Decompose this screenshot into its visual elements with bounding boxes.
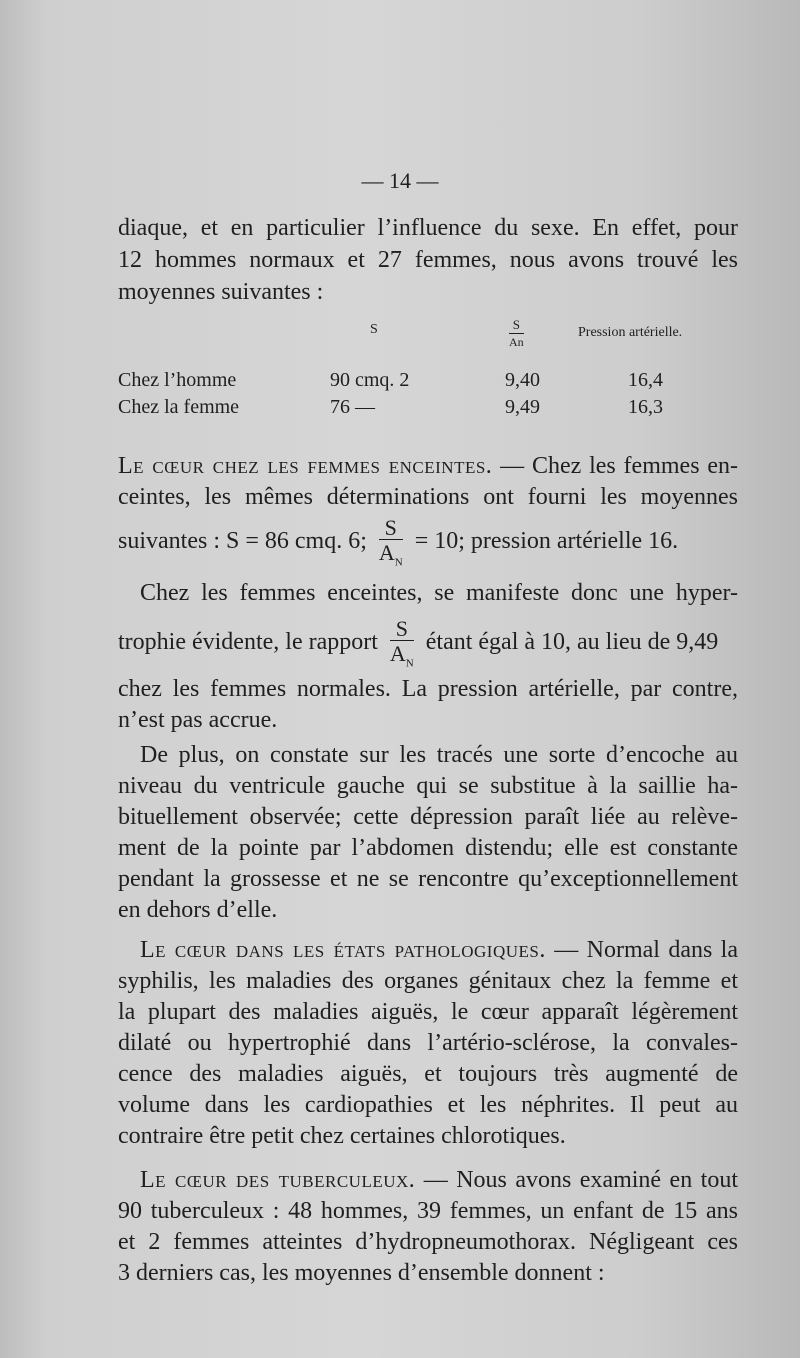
row-s-homme: 90 cmq. 2 — [330, 369, 410, 391]
pathologiques-line: la plupart des maladies aiguës, le cœur apparaît légèrement — [118, 999, 738, 1025]
table-header-ratio-den: An — [509, 335, 524, 349]
fraction-denominator — [390, 641, 414, 669]
enceintes-formula-line — [118, 517, 678, 568]
pathologiques-line: contraire être petit chez certaines chlorotiques. — [118, 1123, 566, 1149]
fraction-s-an — [390, 618, 414, 669]
text-span: = 10; pression artérielle 16. — [414, 528, 679, 555]
pathologiques-line — [140, 935, 738, 965]
enceintes-line: ceintes, les mêmes déterminations ont fourni les moyennes — [118, 484, 738, 510]
encoche-line: pendant la grossesse et ne se rencontre qu’exceptionnellement — [118, 866, 738, 892]
fraction-numerator: S — [390, 618, 414, 641]
tuberculeux-line: et 2 femmes atteintes d’hydropneumothorax. Négligeant ces — [118, 1229, 738, 1255]
text-span: A — [378, 540, 395, 565]
hypertrophie-formula-line — [118, 618, 718, 669]
intro-line: 12 hommes normaux et 27 femmes, nous avons trouvé les — [118, 247, 738, 273]
encoche-line: De plus, on constate sur les tracés une sorte d’encoche au — [140, 742, 738, 768]
encoche-line: en dehors d’elle. — [118, 897, 278, 923]
hypertrophie-line: chez les femmes normales. La pression artérielle, par contre, — [118, 676, 738, 702]
fraction-denominator — [379, 540, 403, 568]
tuberculeux-line: 90 tuberculeux : 48 hommes, 39 femmes, un enfant de 15 ans — [118, 1198, 738, 1224]
text-span: — Normal dans la — [545, 937, 739, 963]
text-span: suivantes : S = 86 cmq. 6; — [118, 528, 367, 555]
table-header-pression: Pression artérielle. — [578, 325, 683, 340]
tuberculeux-line: 3 derniers cas, les moyennes d’ensemble donnent : — [118, 1260, 605, 1286]
row-label-femme: Chez la femme — [118, 396, 240, 418]
page-number: — 14 — — [361, 168, 439, 193]
hypertrophie-line: n’est pas accrue. — [118, 707, 278, 733]
encoche-line: bituellement observée; cette dépression paraît liée au relève- — [118, 804, 738, 830]
intro-line: moyennes suivantes : — [118, 279, 324, 305]
intro-line: diaque, et en particulier l’influence du sexe. En effet, pour — [118, 215, 738, 241]
enceintes-line — [118, 451, 738, 481]
fraction-numerator: S — [379, 517, 403, 540]
fraction-s-an — [379, 517, 403, 568]
row-label-homme: Chez l’homme — [118, 369, 237, 391]
text-span: étant égal à 10, au lieu de 9,49 — [425, 629, 719, 656]
text-span: — Chez les femmes en- — [492, 453, 738, 479]
hypertrophie-line: Chez les femmes enceintes, se manifeste donc une hyper- — [140, 580, 738, 606]
encoche-line: ment de la pointe par l’abdomen distendu; elle est constante — [118, 835, 738, 861]
text-span: N — [394, 556, 403, 569]
text-span: trophie évidente, le rapport — [118, 629, 378, 656]
pathologiques-line: syphilis, les maladies des organes génitaux chez la femme et — [118, 968, 738, 994]
section-heading: Le cœur des tuberculeux. — [140, 1167, 416, 1193]
pathologiques-line: volume dans les cardiopathies et les néphrites. Il peut au — [118, 1092, 738, 1118]
encoche-line: niveau du ventricule gauche qui se substitue à la saillie ha- — [118, 773, 738, 799]
row-ratio-homme: 9,40 — [505, 369, 540, 391]
table-header-s: S — [370, 322, 378, 337]
text-span: A — [389, 641, 406, 666]
table-header-ratio — [509, 318, 524, 348]
pathologiques-line: dilaté ou hypertrophié dans l’artério-sclérose, la convales- — [118, 1030, 738, 1056]
table-header-ratio-num: S — [509, 318, 524, 334]
text-span: N — [405, 657, 414, 670]
pathologiques-line: cence des maladies aiguës, et toujours très augmenté de — [118, 1061, 738, 1087]
section-heading: Le cœur dans les états pathologiques. — [140, 937, 546, 963]
tuberculeux-line — [140, 1165, 738, 1195]
row-pression-femme: 16,3 — [628, 396, 663, 418]
row-pression-homme: 16,4 — [628, 369, 663, 391]
row-s-femme: 76 — — [330, 396, 375, 418]
text-span: — Nous avons examiné en tout — [415, 1167, 738, 1193]
section-heading: Le cœur chez les femmes enceintes. — [118, 453, 493, 479]
row-ratio-femme: 9,49 — [505, 396, 540, 418]
